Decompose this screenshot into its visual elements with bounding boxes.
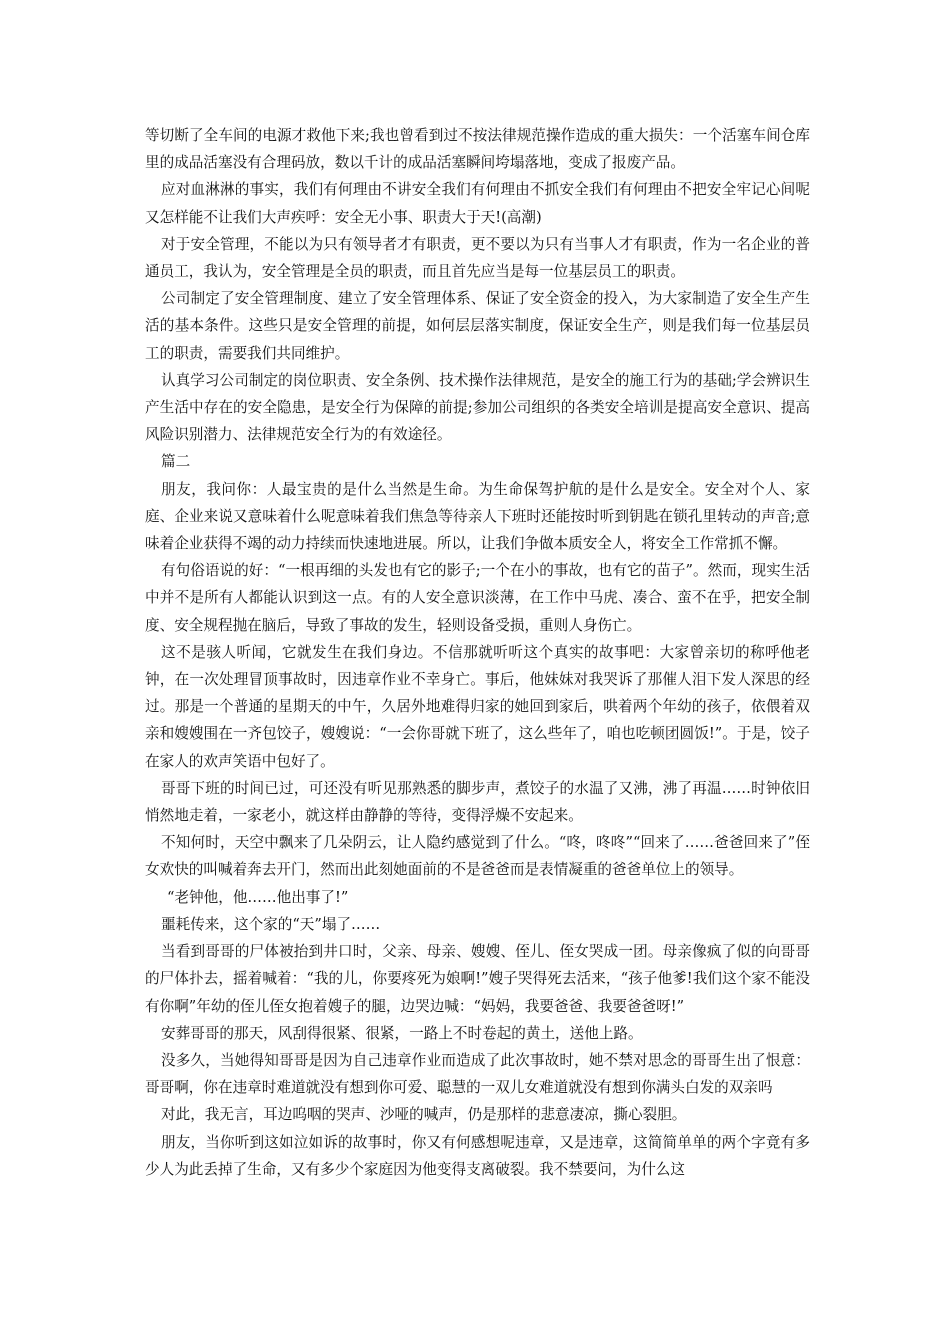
paragraph: 对此，我无言，耳边呜咽的哭声、沙哑的喊声，仍是那样的悲意凄凉，撕心裂胆。: [161, 1106, 687, 1124]
paragraph: 认真学习公司制定的岗位职责、安全条例、技术操作法律规范，是安全的施工行为的基础;学会辨识生产生活中存在的安全隐患，是安全行为保障的前提;参加公司组织的各类安全培训是提高安全意识、提高风险识别潜力、法律规范安全行为的有效途径。: [145, 371, 810, 444]
paragraph: 没多久，当她得知哥哥是因为自己违章作业而造成了此次事故时，她不禁对思念的哥哥生出了恨意：哥哥啊，你在违章时难道就没有想到你可爱、聪慧的一双儿女难道就没有想到你满头白发的双亲吗: [145, 1051, 810, 1097]
paragraph: 应对血淋淋的事实，我们有何理由不讲安全我们有何理由不抓安全我们有何理由不把安全牢记心间呢又怎样能不让我们大声疾呼：安全无小事、职责大于天!(高潮): [145, 181, 810, 226]
paragraph: 这不是骇人听闻，它就发生在我们身边。不信那就听听这个真实的故事吧：大家曾亲切的称呼他老钟，在一次处理冒顶事故时，因违章作业不幸身亡。事后，他妹妹对我哭诉了那催人泪下发人深思的经过。那是一个普通的星期天的中午，久居外地难得归家的她回到家后，哄着两个年幼的孩子，依偎着双亲和嫂嫂围在一齐包饺子，嫂嫂说：“一会你哥就下班了，这么些年了，咱也吃顿团圆饭!”。于是，饺子在家人的欢声笑语中包好了。: [145, 643, 810, 770]
paragraph: 公司制定了安全管理制度、建立了安全管理体系、保证了安全资金的投入，为大家制造了安全生产生活的基本条件。这些只是安全管理的前提，如何层层落实制度，保证安全生产，则是我们每一位基层员工的职责，需要我们共同维护。: [145, 290, 810, 362]
paragraph: 当看到哥哥的尸体被抬到井口时，父亲、母亲、嫂嫂、侄儿、侄女哭成一团。母亲像疯了似的向哥哥的尸体扑去，摇着喊着：“我的儿，你要疼死为娘啊!”嫂子哭得死去活来，“孩子他爹!我们这个家不能没有你啊”年幼的侄儿侄女抱着嫂子的腿，边哭边喊：“妈妈，我要爸爸、我要爸爸呀!”: [145, 943, 810, 1015]
document-body: [145, 122, 810, 1183]
paragraph: 等切断了全车间的电源才救他下来;我也曾看到过不按法律规范操作造成的重大损失：一个活塞车间仓库里的成品活塞没有合理码放，数以千计的成品活塞瞬间垮塌落地，变成了报废产品。: [145, 127, 810, 172]
section-heading: 篇二: [161, 453, 191, 471]
paragraph: “老钟他，他……他出事了!”: [167, 888, 349, 906]
paragraph: 噩耗传来，这个家的“天”塌了……: [161, 915, 381, 933]
paragraph: 对于安全管理，不能以为只有领导者才有职责，更不要以为只有当事人才有职责，作为一名企业的普通员工，我认为，安全管理是全员的职责，而且首先应当是每一位基层员工的职责。: [145, 235, 810, 281]
paragraph: 哥哥下班的时间已过，可还没有听见那熟悉的脚步声，煮饺子的水温了又沸，沸了再温……时钟依旧悄然地走着，一家老小，就这样由静静的等待，变得浮燥不安起来。: [145, 779, 810, 825]
paragraph: 不知何时，天空中飘来了几朵阴云，让人隐约感觉到了什么。“咚，咚咚”“回来了……爸爸回来了”侄女欢快的叫喊着奔去开门，然而出此刻她面前的不是爸爸而是表情凝重的爸爸单位上的领导。: [145, 834, 810, 879]
paragraph: 朋友，我问你：人最宝贵的是什么当然是生命。为生命保驾护航的是什么是安全。安全对个人、家庭、企业来说又意味着什么呢意味着我们焦急等待亲人下班时还能按时听到钥匙在锁孔里转动的声音;意味着企业获得不竭的动力持续而快速地进展。所以，让我们争做本质安全人，将安全工作常抓不懈。: [145, 480, 810, 553]
paragraph: 安葬哥哥的那天，风刮得很紧、很紧，一路上不时卷起的黄土，送他上路。: [161, 1024, 643, 1042]
paragraph: 有句俗语说的好：“一根再细的头发也有它的影子;一个在小的事故，也有它的苗子”。然而，现实生活中并不是所有人都能认识到这一点。有的人安全意识淡薄，在工作中马虎、凑合、蛮不在乎，把安全制度、安全规程抛在脑后，导致了事故的发生，轻则设备受损，重则人身伤亡。: [145, 562, 810, 634]
paragraph: 朋友，当你听到这如泣如诉的故事时，你又有何感想呢违章，又是违章，这简简单单的两个字竟有多少人为此丢掉了生命，又有多少个家庭因为他变得支离破裂。我不禁要问，为什么这: [145, 1133, 810, 1178]
